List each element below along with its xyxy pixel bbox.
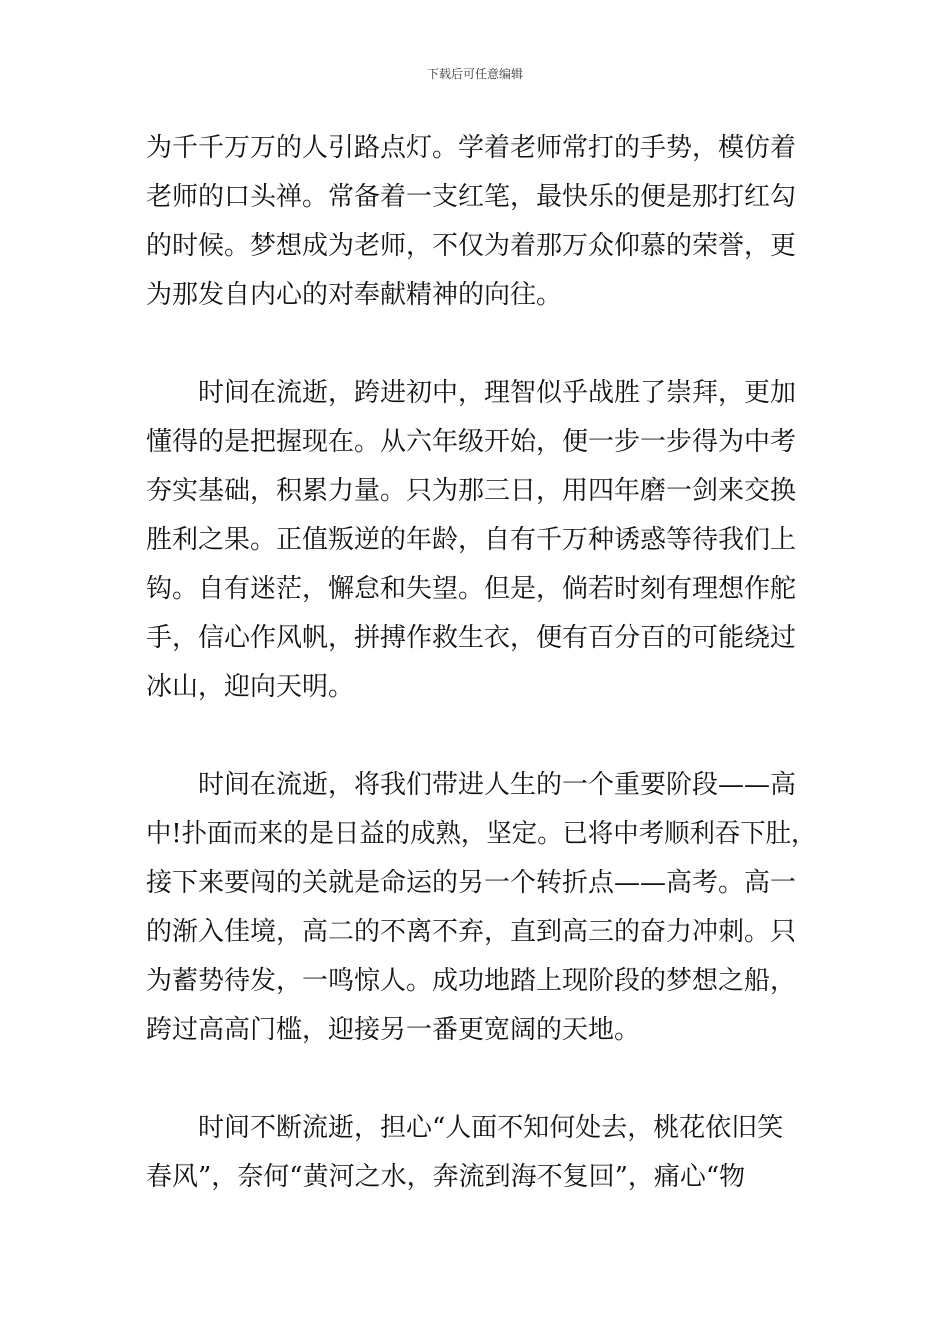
text-line: 为那发自内心的对奉献精神的向往。: [146, 280, 563, 310]
document-body: [146, 124, 816, 1202]
text-line: 为蓄势待发，一鸣惊人。成功地踏上现阶段的梦想之船，: [146, 966, 797, 996]
text-line: 老师的口头禅。常备着一支红笔，最快乐的便是那打红勾: [146, 182, 797, 212]
text-line: 夯实基础，积累力量。只为那三日，用四年磨一剑来交换: [146, 476, 797, 506]
paragraph-2: [146, 369, 816, 712]
text-line: 时间在流逝，将我们带进人生的一个重要阶段——高: [198, 770, 797, 800]
text-line: 懂得的是把握现在。从六年级开始，便一步一步得为中考: [146, 427, 797, 457]
text-line: 手，信心作风帆，拼搏作救生衣，便有百分百的可能绕过: [146, 623, 797, 653]
text-line: 的时候。梦想成为老师，不仅为着那万众仰慕的荣誉，更: [146, 231, 797, 261]
paragraph-3: [146, 761, 816, 1055]
text-line: 时间不断流逝，担心“人面不知何处去，桃花依旧笑: [198, 1113, 784, 1143]
text-line: 为千千万万的人引路点灯。学着老师常打的手势，模仿着: [146, 133, 797, 163]
text-line: 时间在流逝，跨进初中，理智似乎战胜了崇拜，更加: [198, 378, 797, 408]
text-line: 跨过高高门槛，迎接另一番更宽阔的天地。: [146, 1015, 641, 1045]
text-line: 接下来要闯的关就是命运的另一个转折点——高考。高一: [146, 868, 797, 898]
text-line: 的渐入佳境，高二的不离不弃，直到高三的奋力冲刺。只: [146, 917, 797, 947]
paragraph-4: [146, 1104, 816, 1202]
text-line: 钩。自有迷茫，懈怠和失望。但是，倘若时刻有理想作舵: [146, 574, 797, 604]
text-line: 春风”，奈何“黄河之水，奔流到海不复回”，痛心“物: [146, 1162, 746, 1192]
text-line: 冰山，迎向天明。: [146, 672, 355, 702]
page-header: 下载后可任意编辑: [426, 67, 523, 81]
paragraph-1: [146, 124, 816, 320]
text-line: 胜利之果。正值叛逆的年龄，自有千万种诱惑等待我们上: [146, 525, 797, 555]
text-line: 中!扑面而来的是日益的成熟，坚定。已将中考顺利吞下肚，: [146, 819, 817, 849]
